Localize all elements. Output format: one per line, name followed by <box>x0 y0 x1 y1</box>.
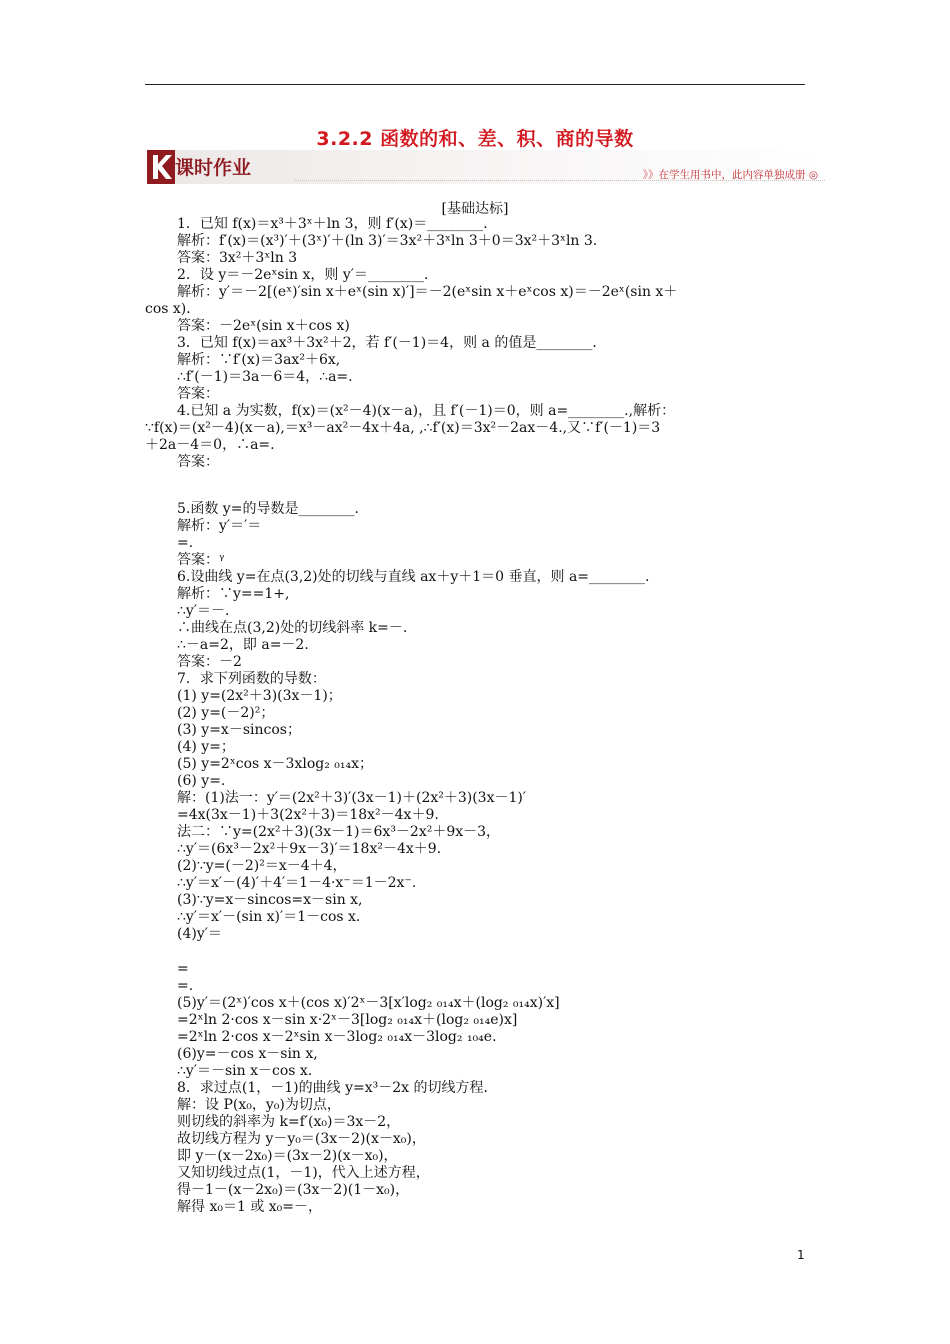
text-line: ∴y′＝－sin x－cos x. <box>177 1063 313 1079</box>
text-line: 2．设 y＝－2eˣsin x，则 y′＝________． <box>177 267 438 283</box>
text-line: 7．求下列函数的导数： <box>177 671 326 687</box>
text-line: (3) y=x－sincos； <box>177 722 301 738</box>
text-line: 8．求过点(1，－1)的曲线 y=x³－2x 的切线方程． <box>177 1080 498 1096</box>
text-line: (3)∵y=x－sincos=x－sin x, <box>177 892 363 908</box>
text-line: 又知切线过点(1，－1)，代入上述方程， <box>177 1165 430 1181</box>
text-line: =2ˣln 2·cos x－sin x·2ˣ－3[log₂ ₀₁₄x＋(log₂ ₀₁₄e)x] <box>177 1012 518 1028</box>
text-line: (6)y=－cos x－sin x, <box>177 1046 318 1062</box>
text-line: ＋2a－4＝0，∴a=. <box>145 437 275 453</box>
text-line: 法二：∵y=(2x²＋3)(3x－1)＝6x³－2x²＋9x－3， <box>177 824 501 840</box>
text-line: ∴－a=2，即 a=－2. <box>177 637 309 653</box>
text-line: 答案： <box>177 386 219 402</box>
text-line: 解析：f′(x)＝(x³)′＋(3ˣ)′＋(ln 3)′＝3x²＋3ˣln 3＋0＝3x²＋3ˣln 3. <box>177 233 598 249</box>
k-logo-icon <box>147 150 175 184</box>
text-line: = <box>177 961 189 977</box>
text-line: 解：(1)法一：y′＝(2x²＋3)′(3x－1)＋(2x²＋3)(3x－1)′ <box>177 790 527 806</box>
text-line: 解析：y′＝－2[(eˣ)′sin x＋eˣ(sin x)′]＝－2(eˣsin x＋eˣcos x)＝－2eˣ(sin x＋ <box>177 284 678 300</box>
text-line: 解析：y′＝′＝ <box>177 518 262 534</box>
text-line: 3．已知 f(x)＝ax³＋3x²＋2，若 f′(－1)＝4，则 a 的值是________． <box>177 335 607 351</box>
text-line: 1．已知 f(x)＝x³＋3ˣ＋ln 3，则 f′(x)＝________． <box>177 216 498 232</box>
text-line: (2)∵y=(－2)²＝x－4＋4， <box>177 858 347 874</box>
text-line: =. <box>177 978 194 994</box>
text-line: =4x(3x－1)＋3(2x²＋3)＝18x²－4x＋9. <box>177 807 439 823</box>
section-title: [基础达标] <box>441 201 509 217</box>
text-line: 答案：3x²＋3ˣln 3 <box>177 250 298 266</box>
text-line: 解得 x₀＝1 或 x₀=－， <box>177 1199 323 1215</box>
text-line: 答案：－2eˣ(sin x＋cos x) <box>177 318 350 334</box>
text-line: ∴曲线在点(3,2)处的切线斜率 k=－. <box>177 620 408 636</box>
page-title: 3.2.2 函数的和、差、积、商的导数 <box>316 128 634 150</box>
text-line: 6.设曲线 y=在点(3,2)处的切线与直线 ax＋y＋1＝0 垂直，则 a=________. <box>177 569 650 585</box>
homework-banner <box>147 150 830 184</box>
text-line: cos x)． <box>145 301 201 317</box>
text-line: 答案：－2 <box>177 654 242 670</box>
text-line: 则切线的斜率为 k=f′(x₀)＝3x－2， <box>177 1114 401 1130</box>
banner-label: 课时作业 <box>175 157 252 179</box>
text-line: =. <box>177 535 194 551</box>
text-line: (5) y=2ˣcos x－3xlog₂ ₀₁₄x； <box>177 756 374 772</box>
text-line: (4)y′＝ <box>177 926 222 942</box>
text-line: (6) y=. <box>177 773 226 789</box>
text-line: 即 y－(x－2x₀)＝(3x－2)(x－x₀)， <box>177 1148 398 1164</box>
text-line: =2ˣln 2·cos x－2ˣsin x－3log₂ ₀₁₄x－3log₂ ₁₀₄e. <box>177 1029 497 1045</box>
text-line: 故切线方程为 y－y₀＝(3x－2)(x－x₀)， <box>177 1131 426 1147</box>
text-line: 答案：ᵞ <box>177 552 225 568</box>
page-number: 1 <box>797 1248 805 1262</box>
banner-note: 》》在学生用书中，此内容单独成册 ◎ <box>642 169 818 181</box>
text-line: ∴f′(－1)＝3a－6＝4，∴a=. <box>177 369 353 385</box>
text-line: (2) y=(－2)²； <box>177 705 275 721</box>
header-rule <box>145 84 805 85</box>
text-line: ∴y′＝(6x³－2x²＋9x－3)′＝18x²－4x＋9. <box>177 841 442 857</box>
text-line: 答案： <box>177 454 219 470</box>
text-line: ∴y′＝－. <box>177 603 230 619</box>
text-line: 解析：∵f′(x)＝3ax²＋6x, <box>177 352 341 368</box>
text-line: ∴y′＝x′－(sin x)′＝1－cos x. <box>177 909 361 925</box>
text-line: ∴y′＝x′－(4)′＋4′＝1－4·x⁻＝1－2x⁻. <box>177 875 417 891</box>
text-line: (4) y=； <box>177 739 235 755</box>
text-line: 得－1－(x－2x₀)＝(3x－2)(1－x₀)， <box>177 1182 410 1198</box>
text-line: ∵f(x)＝(x²－4)(x－a),＝x³－ax²－4x＋4a, ,∴f′(x)＝3x²－2ax－4.,又∵f′(－1)＝3 <box>145 420 661 436</box>
text-line: (1) y=(2x²＋3)(3x－1)； <box>177 688 342 704</box>
text-line: 解析：∵y==1+, <box>177 586 290 602</box>
text-line: (5)y′＝(2ˣ)′cos x＋(cos x)′2ˣ－3[x′log₂ ₀₁₄x＋(log₂ ₀₁₄x)′x] <box>177 995 560 1011</box>
text-line: 5.函数 y=的导数是________. <box>177 501 359 517</box>
text-line: 解：设 P(x₀，y₀)为切点， <box>177 1097 341 1113</box>
text-line: 4.已知 a 为实数，f(x)＝(x²－4)(x－a)，且 f′(－1)＝0，则 a=________.,解析： <box>177 403 676 419</box>
